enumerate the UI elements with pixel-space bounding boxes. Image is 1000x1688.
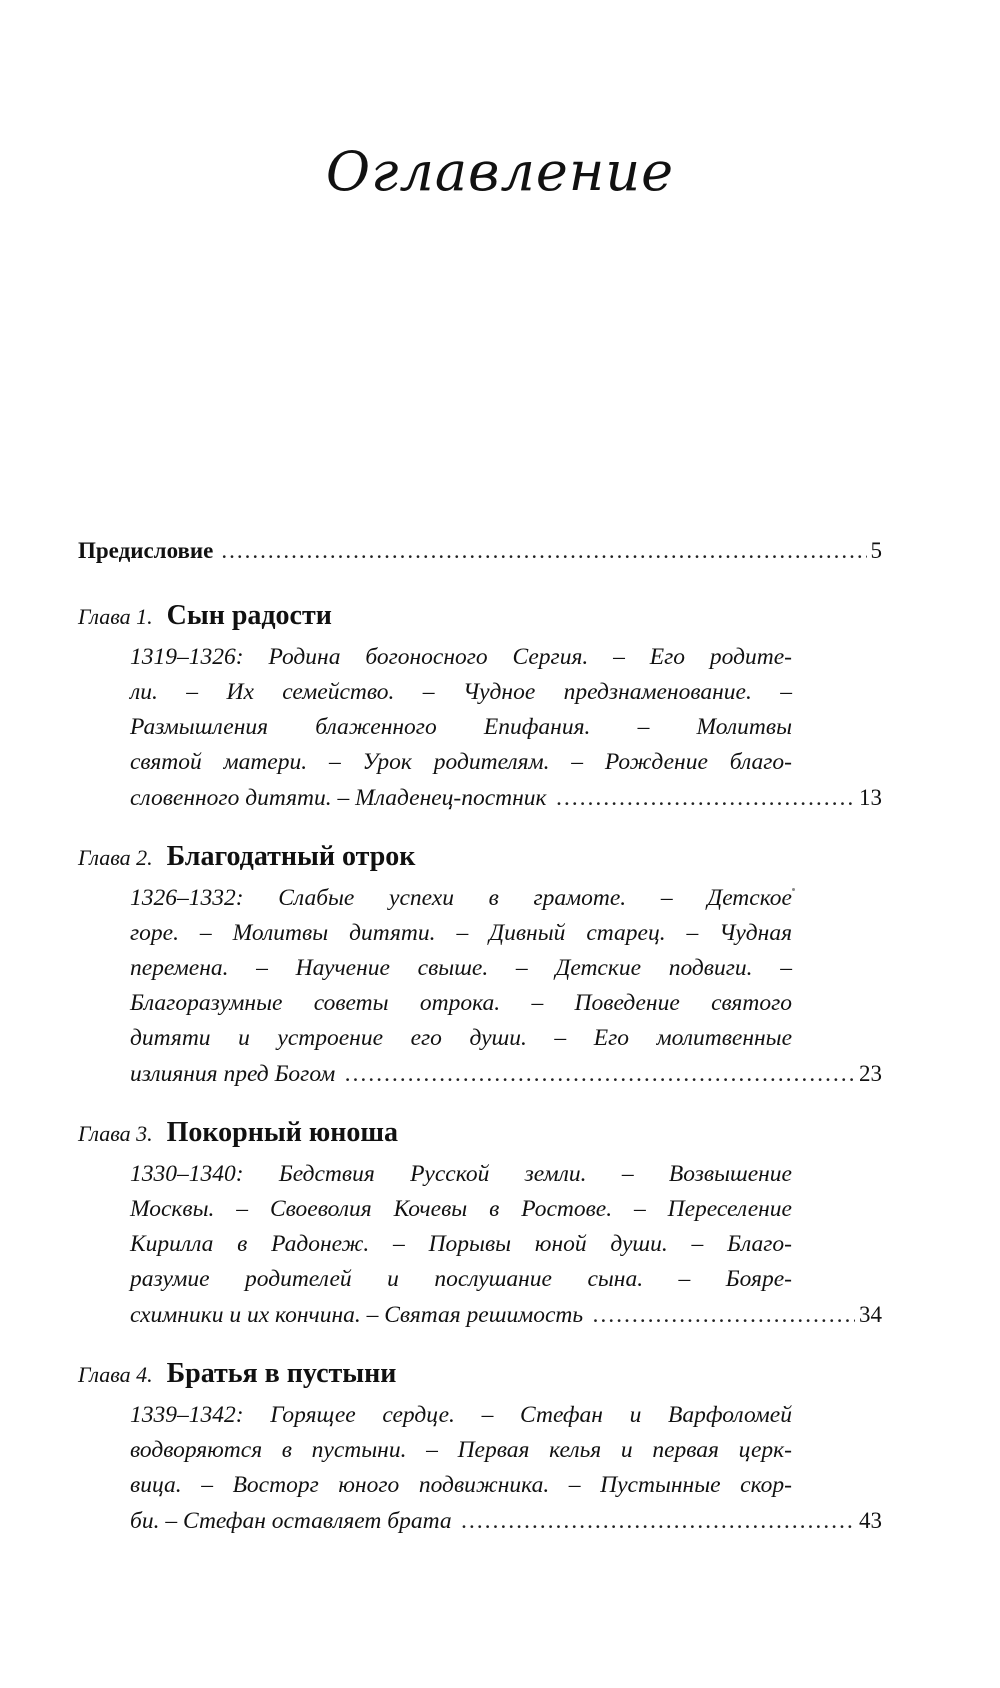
dot-leader [221,538,866,564]
chapter-heading [78,1117,882,1157]
summary-line: излияния пред Богом [130,1061,336,1087]
summary-line: ли. – Их семейство. – Чудное предзнаменование. – [130,679,792,705]
summary-line: вица. – Восторг юного подвижника. – Пустынные скор- [130,1472,792,1498]
chapter-summary [130,1157,882,1332]
chapter-label: Глава 1. [78,604,153,629]
toc-entry-preface[interactable] [78,538,882,574]
summary-line: разумие родителей и послушание сына. – Бояре- [130,1266,792,1292]
summary-line: святой матери. – Урок родителям. – Рождение благо- [130,749,792,775]
summary-line: Кирилла в Радонеж. – Порывы юной души. – Благо- [130,1231,792,1257]
summary-line: схимники и их кончина. – Святая решимость [130,1302,584,1328]
preface-page-number: 5 [870,538,882,563]
chapter-title: Сын радости [166,600,332,631]
chapter-summary [130,640,882,815]
summary-last-line [130,1503,882,1538]
summary-line: би. – Стефан оставляет брата [130,1508,452,1534]
page-title: Оглавление [325,140,675,203]
summary-last-line [130,1297,882,1332]
summary-line: словенного дитяти. – Младенец-постник [130,785,547,811]
summary-last-line [130,780,882,815]
chapter-label: Глава 4. [78,1362,153,1387]
dot-leader [593,1298,855,1333]
toc-entry-chapter-4[interactable] [78,1358,882,1538]
chapter-summary [130,1398,882,1538]
chapter-page-number: 23 [859,1061,882,1086]
chapter-heading [78,600,882,640]
summary-last-line [130,1056,882,1091]
chapter-label: Глава 2. [78,845,153,870]
toc-entry-chapter-2[interactable] [78,841,882,1091]
dot-leader [557,781,855,816]
chapter-heading [78,1358,882,1398]
print-speck [792,888,795,891]
summary-line: водворяются в пустыни. – Первая келья и первая церк- [130,1437,792,1463]
summary-line: 1326–1332: Слабые успехи в грамоте. – Детское [130,885,792,911]
summary-line: Благоразумные советы отрока. – Поведение святого [130,990,792,1016]
preface-label: Предисловие [78,538,214,563]
summary-line: Размышления блаженного Епифания. – Молитвы [130,714,792,740]
toc-entry-chapter-1[interactable] [78,600,882,815]
dot-leader [462,1504,855,1539]
toc-entry-chapter-3[interactable] [78,1117,882,1332]
chapter-label: Глава 3. [78,1121,153,1146]
summary-line: 1339–1342: Горящее сердце. – Стефан и Варфоломей [130,1402,792,1428]
chapter-title: Покорный юноша [166,1117,399,1148]
chapter-heading [78,841,882,881]
chapter-title: Благодатный отрок [166,841,416,872]
chapter-title: Братья в пустыни [166,1358,397,1389]
dot-leader [345,1057,855,1092]
summary-line: перемена. – Научение свыше. – Детские подвиги. – [130,955,792,981]
chapter-page-number: 13 [859,785,882,810]
chapter-summary [130,881,882,1091]
summary-line: 1319–1326: Родина богоносного Сергия. – Его родите- [130,644,792,670]
summary-line: Москвы. – Своеволия Кочевы в Ростове. – Переселение [130,1196,792,1222]
chapter-page-number: 34 [859,1302,882,1327]
summary-line: дитяти и устроение его души. – Его молитвенные [130,1025,792,1051]
table-of-contents [78,538,882,1538]
chapter-page-number: 43 [859,1508,882,1533]
summary-line: горе. – Молитвы дитяти. – Дивный старец. – Чудная [130,920,792,946]
summary-line: 1330–1340: Бедствия Русской земли. – Возвышение [130,1161,792,1187]
